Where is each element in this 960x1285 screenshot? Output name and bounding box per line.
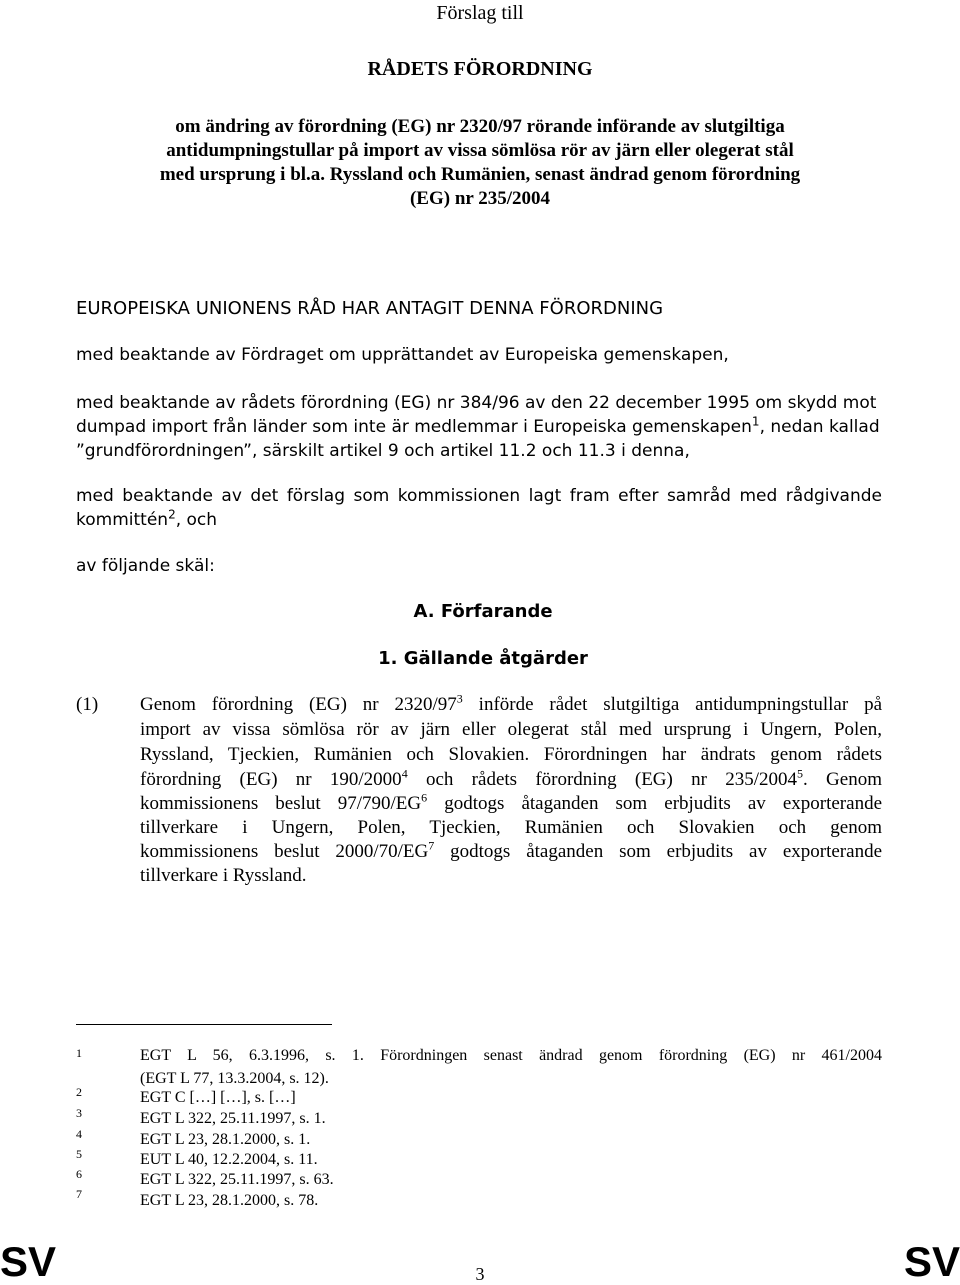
footnote-number: 1 xyxy=(76,1046,82,1060)
recital-text-part: kommissionens beslut 97/790/EG xyxy=(140,793,422,814)
footnote-text: EGT L 322, 25.11.1997, s. 63. xyxy=(140,1171,334,1188)
citation-line xyxy=(76,508,217,532)
footnote-text: EUT L 40, 12.2.2004, s. 11. xyxy=(140,1151,318,1168)
footnote-text: EGT L 56, 6.3.1996, s. 1. Förordningen senast ändrad genom förordning (EG) nr 461/2004 xyxy=(140,1047,882,1064)
footnote-number: 7 xyxy=(76,1187,82,1201)
footnote-ref[interactable]: 7 xyxy=(428,838,435,853)
reasons-intro: av följande skäl: xyxy=(76,556,215,576)
recital-text-part: förordning (EG) nr 190/2000 xyxy=(140,769,402,790)
subtitle-line: med ursprung i bl.a. Ryssland och Rumänien, senast ändrad genom förordning xyxy=(159,164,801,185)
recital-line: import av vissa sömlösa rör av järn eller olegerat stål med ursprung i Ungern, Polen, xyxy=(140,719,882,740)
citation-text: , och xyxy=(175,510,218,530)
subtitle-line: (EG) nr 235/2004 xyxy=(409,188,551,209)
recital-text-part: och rådets förordning (EG) nr 235/2004 xyxy=(407,769,798,790)
subsection-heading: 1. Gällande åtgärder xyxy=(378,648,588,669)
citation-line: med beaktande av rådets förordning (EG) nr 384/96 av den 22 december 1995 om skydd mot xyxy=(76,393,877,413)
recital-line xyxy=(140,768,882,792)
footnote-number: 4 xyxy=(76,1127,82,1141)
citation-text: dumpad import från länder som inte är medlemmar i Europeiska gemenskapen xyxy=(76,417,752,437)
recital-text-part: godtogs åtaganden som erbjudits av exporterande xyxy=(434,841,882,862)
section-heading: A. Förfarande xyxy=(413,601,553,622)
recital-text-part: godtogs åtaganden som erbjudits av exporterande xyxy=(427,793,882,814)
footnote-text: (EGT L 77, 13.3.2004, s. 12). xyxy=(140,1070,329,1087)
language-code-left: SV xyxy=(0,1238,57,1285)
recital-line xyxy=(140,792,882,816)
footnote-separator xyxy=(76,1024,332,1025)
footnote-number: 6 xyxy=(76,1167,82,1181)
subtitle-line: antidumpningstullar på import av vissa sömlösa rör av järn eller olegerat stål xyxy=(166,140,794,161)
recital-number: (1) xyxy=(76,694,99,715)
footnote-text: EGT L 23, 28.1.2000, s. 1. xyxy=(140,1131,311,1148)
adopted-statement: EUROPEISKA UNIONENS RÅD HAR ANTAGIT DENNA FÖRORDNING xyxy=(76,298,664,319)
recital-line: tillverkare i Ungern, Polen, Tjeckien, Rumänien och Slovakien och genom xyxy=(140,817,882,838)
recital-line: Ryssland, Tjeckien, Rumänien och Slovakien. Förordningen har ändrats genom rådets xyxy=(140,744,882,765)
proposal-label: Förslag till xyxy=(436,2,524,24)
footnote-ref[interactable]: 4 xyxy=(401,766,408,781)
citation-line: med beaktande av det förslag som kommissionen lagt fram efter samråd med rådgivande xyxy=(76,486,882,506)
treaty-citation: med beaktande av Fördraget om upprättandet av Europeiska gemenskapen, xyxy=(76,345,729,365)
page-number: 3 xyxy=(475,1264,485,1284)
recital-text-part: . Genom xyxy=(803,769,882,790)
recital-line: tillverkare i Ryssland. xyxy=(140,865,307,886)
citation-line xyxy=(76,415,880,439)
footnote-text: EGT C […] […], s. […] xyxy=(140,1089,296,1106)
footnote-ref[interactable]: 2 xyxy=(168,507,176,522)
recital-text-part: kommissionens beslut 2000/70/EG xyxy=(140,841,429,862)
document-title: RÅDETS FÖRORDNING xyxy=(367,58,593,80)
recital-text-part: införde rådet slutgiltiga antidumpningstullar på xyxy=(462,694,882,715)
recital-line xyxy=(140,840,882,864)
recital-line xyxy=(140,693,882,717)
footnote-ref[interactable]: 3 xyxy=(456,691,463,706)
citation-line: ”grundförordningen”, särskilt artikel 9 och artikel 11.2 och 11.3 i denna, xyxy=(76,441,690,461)
footnote-text: EGT L 23, 28.1.2000, s. 78. xyxy=(140,1192,319,1209)
footnote-ref[interactable]: 1 xyxy=(751,414,760,429)
footnote-ref[interactable]: 5 xyxy=(797,766,804,781)
recital-text-part: Genom förordning (EG) nr 2320/97 xyxy=(140,694,457,715)
language-code-right: SV xyxy=(903,1238,960,1285)
citation-text: kommittén xyxy=(76,510,169,530)
footnote-number: 3 xyxy=(76,1106,82,1120)
footnote-text: EGT L 322, 25.11.1997, s. 1. xyxy=(140,1110,326,1127)
footnote-ref[interactable]: 6 xyxy=(421,790,428,805)
footnote-number: 5 xyxy=(76,1147,82,1161)
subtitle-line: om ändring av förordning (EG) nr 2320/97 rörande införande av slutgiltiga xyxy=(175,116,785,137)
footnote-number: 2 xyxy=(76,1085,82,1099)
citation-text: , nedan kallad xyxy=(759,417,880,437)
